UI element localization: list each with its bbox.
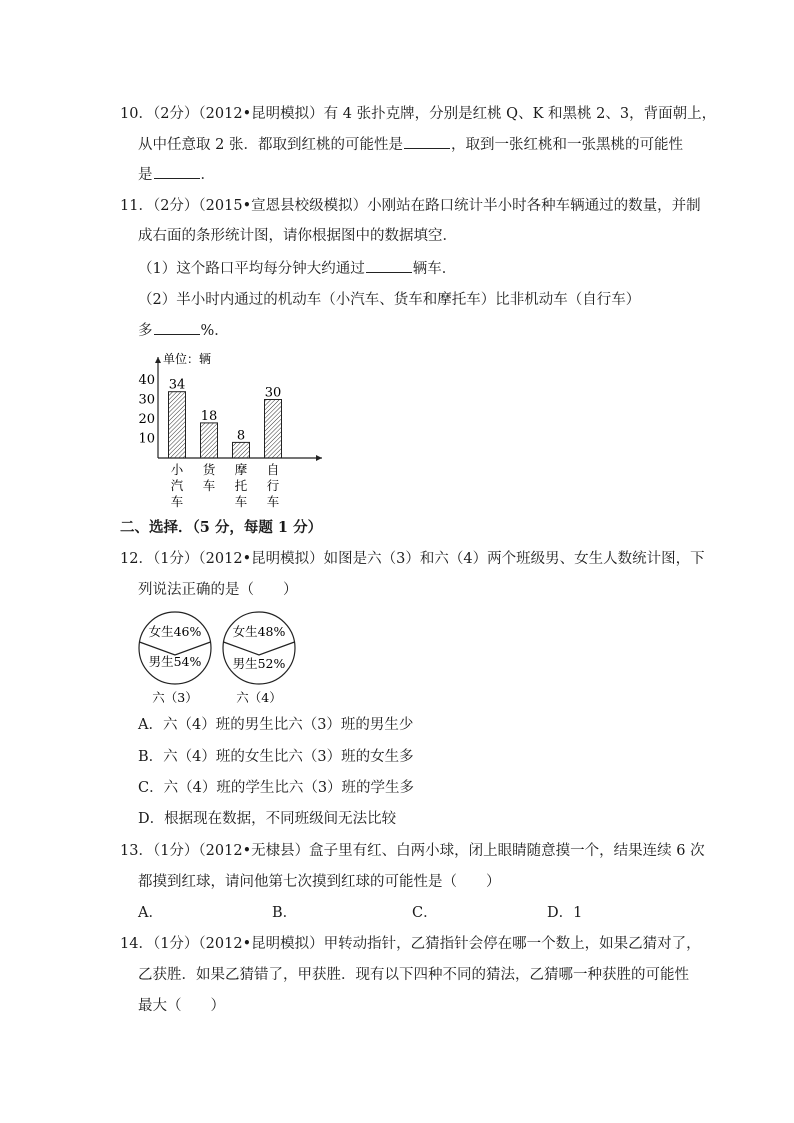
q10-line3-a: 是 (138, 167, 153, 183)
pie2-top-label: 女生48% (232, 624, 286, 639)
q12-option-d: D．根据现在数据，不同班级间无法比较 (138, 811, 397, 827)
q11-sub2b-b: %． (200, 323, 229, 339)
pie-charts (130, 610, 310, 710)
q12-option-a: A．六（4）班的男生比六（3）班的男生少 (138, 717, 414, 733)
q10-blank2 (154, 164, 200, 179)
y-axis-unit-label: 单位：辆 (163, 352, 212, 366)
x-category-label: 车 (170, 494, 184, 509)
y-tick-label: 20 (138, 412, 155, 427)
pie2-outline (223, 612, 295, 684)
y-axis-arrow (155, 357, 161, 363)
bar (169, 392, 186, 458)
section-heading: 二、选择．（5 分，每题 1 分） (120, 519, 323, 536)
y-tick-label: 30 (138, 392, 155, 408)
q13-option-b: B． (272, 905, 298, 921)
bar (201, 423, 218, 458)
bar-value-label: 34 (168, 377, 186, 393)
q13-option-a: A． (138, 905, 163, 921)
q10-line1: 10．（2分）（2012•昆明模拟）有 4 张扑克牌，分别是红桃 Q、K 和黑桃 2、3，背面朝上， (120, 106, 717, 122)
q10-line2-b: ，取到一张红桃和一张黑桃的可能性 (450, 137, 683, 153)
q11-sub1-a: （1）这个路口平均每分钟大约通过 (138, 261, 365, 277)
x-axis-arrow (316, 455, 322, 461)
q10-blank1 (404, 134, 450, 149)
q14-line2: 乙获胜．如果乙猜错了，甲获胜．现有以下四种不同的猜法，乙猜哪一种获胜的可能性 (138, 967, 689, 983)
q14-line3: 最大（ ） (138, 998, 225, 1014)
q12-line1: 12．（1分）（2012•昆明模拟）如图是六（3）和六（4）两个班级男、女生人数统计图，下 (120, 551, 705, 567)
pie1-caption: 六（3） (152, 690, 198, 705)
y-tick-label: 40 (138, 373, 155, 388)
bar-value-label: 18 (200, 408, 218, 424)
bar (233, 442, 250, 458)
q11-line2: 成右面的条形统计图，请你根据图中的数据填空． (138, 228, 457, 244)
bar-value-label: 30 (264, 385, 282, 401)
pie-chart-class3 (139, 612, 211, 705)
pie1-top-label: 女生46% (148, 624, 202, 639)
q11-sub1-b: 辆车． (412, 261, 457, 277)
x-category-label: 车 (202, 478, 216, 493)
q11-sub1 (138, 258, 456, 279)
q11-blank1 (366, 258, 412, 273)
q10-line2-a: 从中任意取 2 张．都取到红桃的可能性是 (138, 137, 403, 153)
x-category-label: 货 (202, 462, 216, 477)
chart-bars (169, 392, 282, 458)
q12-line2: 列说法正确的是（ ） (138, 582, 298, 598)
q13-option-c: C． (412, 905, 438, 921)
x-category-label: 自 (266, 462, 280, 477)
q10-line2 (138, 134, 683, 155)
pie2-bottom-label: 男生52% (232, 656, 286, 671)
q11-line1: 11．（2分）（2015•宣恩县校级模拟）小刚站在路口统计半小时各种车辆通过的数量，并制 (120, 198, 701, 214)
q11-sub2b-a: 多 (138, 323, 153, 339)
q10-line3 (138, 164, 215, 185)
pie1-outline (139, 612, 211, 684)
q13-line2: 都摸到红球，请问他第七次摸到红球的可能性是（ ） (138, 874, 501, 890)
q10-line3-b: ． (200, 167, 215, 183)
q11-blank2 (154, 320, 200, 335)
x-category-label: 托 (234, 478, 248, 493)
pie-chart-class4 (223, 612, 295, 705)
pie2-caption: 六（4） (236, 690, 282, 705)
q11-sub2: （2）半小时内通过的机动车（小汽车、货车和摩托车）比非机动车（自行车） (138, 292, 641, 308)
pie1-bottom-label: 男生54% (148, 654, 202, 669)
x-category-label: 小 (170, 462, 184, 477)
q12-option-b: B．六（4）班的女生比六（3）班的女生多 (138, 749, 414, 765)
bar (265, 400, 282, 459)
bar-value-label: 8 (236, 428, 246, 444)
x-category-label: 汽 (170, 478, 184, 493)
q13-line1: 13．（1分）（2012•无棣县）盒子里有红、白两小球，闭上眼睛随意摸一个，结果连续 6 次 (120, 843, 705, 859)
q11-sub2b (138, 320, 229, 341)
x-category-label: 车 (234, 494, 248, 509)
y-tick-label: 10 (138, 431, 155, 447)
x-category-label: 车 (266, 494, 280, 509)
pie2-divider (224, 642, 295, 655)
bar-chart (130, 345, 340, 510)
q14-line1: 14．（1分）（2012•昆明模拟）甲转动指针，乙猜指针会停在哪一个数上，如果乙猜对了， (120, 936, 701, 952)
q12-option-c: C．六（4）班的学生比六（3）班的学生多 (138, 780, 415, 796)
x-category-label: 摩 (234, 462, 248, 477)
q13-option-d: D．1 (547, 905, 583, 921)
x-category-label: 行 (266, 478, 280, 493)
